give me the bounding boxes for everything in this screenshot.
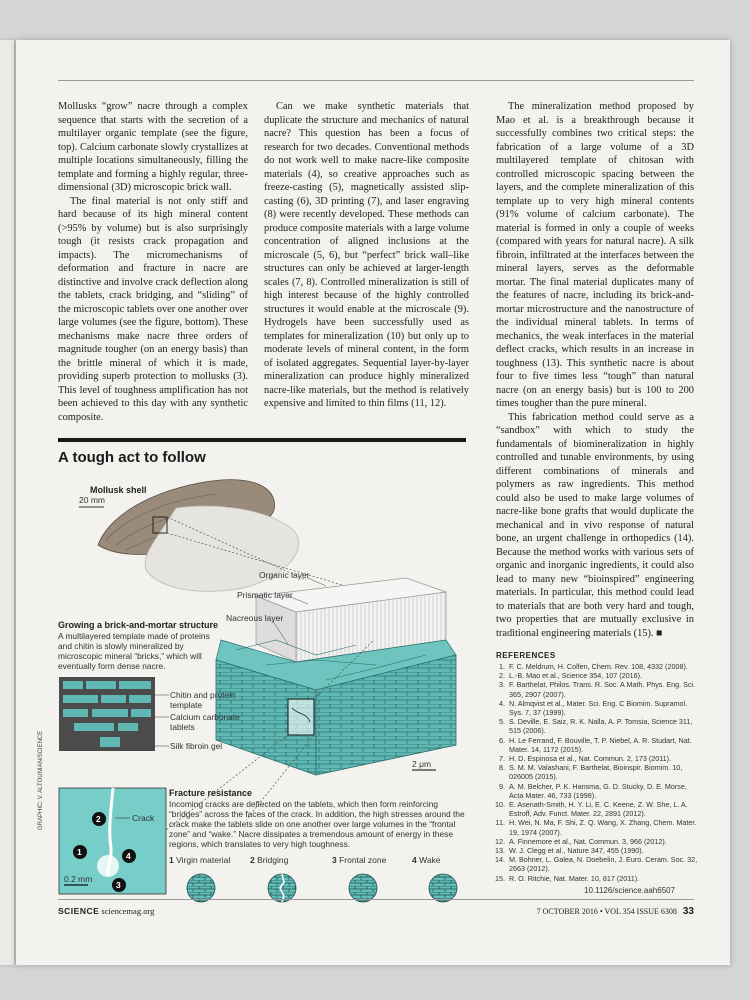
previous-page-edge [0,40,14,965]
footer-left: SCIENCE sciencemag.org [58,906,155,916]
marker-2: 2 [96,814,101,824]
scale-02mm-label: 0.2 mm [64,874,93,884]
reference-item: 2. L.-B. Mao et al., Science 354, 107 (2016). [499,671,643,681]
paragraph: The final material is not only stiff and hard because of its high mineral content (>95% by volume) but is also surprisingly tough (it resists crack propagation and impacts). The micromechanisms of deformation and fracture in nacre are distinctive and involve crack deflection along the tablets, crack bridging, and “sliding” of the microscopic tablets over one another over large volumes (see the figure, bottom). These mechanisms make nacre three orders of magnitude tougher (on an energy basis) than the brittle mineral of which it is made, providing superb protection to mollusks (3). This level of toughness amplification has not been achieved to this day with any synthetic composite. [58,195,248,423]
doi-link[interactable]: 10.1126/science.aah6507 [584,886,676,895]
scale-20mm-label: 20 mm [79,495,105,505]
reference-item: 8. S. M. M. Valashani, F. Barthelat, Bioinspir. Biomim. 10, 026005 (2015). [499,763,683,782]
zone-3-label: 3 Frontal zone [332,855,387,865]
chitin-label: Chitin and protein template [170,690,236,710]
prismatic-layer-label: Prismatic layer [237,590,293,600]
reference-item: 12. A. Finnemore et al., Nat. Commun. 3, 966 (2012). [495,836,667,846]
calcium-label: Calcium carbonate tablets [170,712,240,732]
growing-title: Growing a brick-and-mortar structure [58,620,219,630]
reference-item: 7. H. D. Espinosa et al., Nat. Commun. 2, 173 (2011). [499,754,672,764]
template-diagram [59,677,169,751]
reference-item: 13. W. J. Clegg et al., Nature 347, 455 (1990). [495,846,644,856]
marker-3: 3 [116,880,121,890]
paragraph: This fabrication method could serve as a “sandbox” with which to study the fundamentals of biomineralization in highly controlled and tunable environments, by using different combinations of minerals and polymers as raw ingredients. This method could also be used to make large volumes of nacre-like bone grafts that would duplicate the mechanical and in vivo response of natural bone, an urgent challenge in orthopedics (14). Because the method works with various sets of organic and inorganic ingredients, it could also lead to many new “bioinspired” engineering materials. In particular, this method could lead to materials that are both very hard and tough, two properties that are mutually exclusive in traditional engineering materials (15). ■ [496,411,694,639]
reference-item: 11. H. Wei, N. Ma, F. Shi, Z. Q. Wang, X. Zhang, Chem. Mater. 19, 1974 (2007). [495,818,697,837]
paragraph: Can we make synthetic materials that duplicate the structure and mechanics of natural nacre? This question has been a focus of research for two decades. Conventional methods do not work well to make nacre-like composite materials (4), so creative approaches such as freeze-casting (5), magnetically assisted slip-casting (6), 3D printing (7), and laser engraving (8) were recently developed. These methods can produce composite materials with a large volume concentration of aligned inclusions at the microscale (5, 6), but “perfect” brick wall–like structures can only be achieved at larger-length scales (7, 8). Controlled mineralization is still of high interest because of the highly controlled structures it would enable at the microscale (9). Hydrogels have been successfully used as templates for mineralization (10) but only up to moderate levels of mineral content, in the form of isolated aggregates. Sequential layer-by-layer mineralization can produce highly mineralized nacre-like materials, but the method is relatively expensive and limited to thin films (11, 12). [264,101,469,409]
silk-label: Silk fibroin gel [170,741,223,751]
footer-right: 7 OCTOBER 2016 • VOL 354 ISSUE 6308 33 [536,906,694,917]
fracture-title: Fracture resistance [169,788,253,798]
organic-layer-label: Organic layer [259,570,310,580]
zone-4-label: 4 Wake [412,855,441,865]
graphic-credit: GRAPHIC: V. ALTOUNIAN/SCIENCE [38,730,44,830]
reference-item: 3. F. Barthelat, Philos. Trans. R. Soc. A Math. Phys. Eng. Sci. 365, 2907 (2007). [499,680,696,699]
marker-1: 1 [77,847,82,857]
reference-item: 6. H. Le Ferrand, F. Bouville, T. P. Niebel, A. R. Studart, Nat. Mater. 14, 1172 (2015). [499,735,692,754]
reference-item: 14. M. Bohner, L. Galea, N. Doebelin, J. Euro. Ceram. Soc. 32, 2663 (2012). [495,855,698,874]
footer-site[interactable]: sciencemag.org [101,906,155,916]
growing-caption: A multilayered template made of proteins and chitin is slowly mineralized by microscopic mineral “bricks,” which will eventually form dense nacre. [58,631,210,671]
bottom-rule [58,899,694,900]
marker-4: 4 [126,851,131,861]
paragraph: The mineralization method proposed by Mao et al. is a breakthrough because it successfully combines two critical steps: the fabrication of a large volume of a 3D multilayered template of chitosan with controlled microscopic spacing between the layers, and the complete mineralization of this template up to very high mineral contents (91% volume of calcium carbonate). The material is formed in only a couple of weeks (compared with years for natural nacre). A silk fibroin, infiltrated at the interfaces between the mineral layers, serves as the deformable mortar. The final material duplicates many of the features of nacre, including its brick-and-mortar microstructure and the nanostructure of the individual mineral tablets. In terms of mechanics, the weak interfaces in the material deflect cracks, which results in an increase in toughness (13). This synthetic nacre is about four to five times less “tough” than natural nacre (on an energy basis) but is 100 to 200 times tougher than the pure mineral. [496,101,694,409]
references-heading: REFERENCES [496,651,556,660]
reference-item: 5. S. Deville, E. Saiz, R. K. Nalla, A. P. Tomsia, Science 311, 515 (2006). [499,717,693,736]
page-number: 33 [682,906,694,917]
zone-1-label: 1 Virgin material [169,855,231,865]
mollusk-shell-label: Mollusk shell [90,485,147,495]
paragraph: Mollusks “grow” nacre through a complex sequence that starts with the secretion of a multilayer organic template (see the figure, top). Calcium carbonate slowly crystallizes at multiple locations simultaneously, filling the template and forming a highly regular, three-dimensional (3D) microscopic brick wall. [58,101,248,193]
zone-2-label: 2 Bridging [250,855,289,865]
reference-item: 4. N. Almqvist et al., Mater. Sci. Eng. C Biomim. Supramol. Sys. 7, 37 (1999). [499,698,688,718]
figure-title: A tough act to follow [58,449,206,466]
nacreous-layer-label: Nacreous layer [226,613,284,623]
reference-item: 10. E. Asenath-Smith, H. Y. Li, E. C. Keene, Z. W. She, L. A. Estroff, Adv. Funct. Mater. 22, 2891 (2012). [495,800,688,819]
reference-item: 1. F. C. Meldrum, H. Colfen, Chem. Rev. 108, 4332 (2008). [499,662,688,671]
mollusk-shell-drawing [79,480,376,595]
references-list [494,662,699,883]
fracture-caption: Incoming cracks are deflected on the tablets, which then form reinforcing “bridges” across the faces of the crack. In addition, the high stresses around the crack make the tablets slide on one another over large volumes in the “frontal zone” and “wake.” Nacre dissipates a tremendous amount of energy in these regions, which translates to very high toughness. [169,799,465,849]
scale-2um-label: 2 μm [412,759,432,769]
reference-item: 15. R. O. Ritchie, Nat. Mater. 10, 817 (2011). [495,873,640,883]
journal-page [16,40,730,965]
crack-label: Crack [132,813,155,823]
reference-item: 9. A. M. Belcher, P. K. Hansma, G. D. Stucky, D. E. Morse, Acta Mater. 46, 733 (1998). [499,781,687,800]
zone-diagrams [187,874,457,902]
